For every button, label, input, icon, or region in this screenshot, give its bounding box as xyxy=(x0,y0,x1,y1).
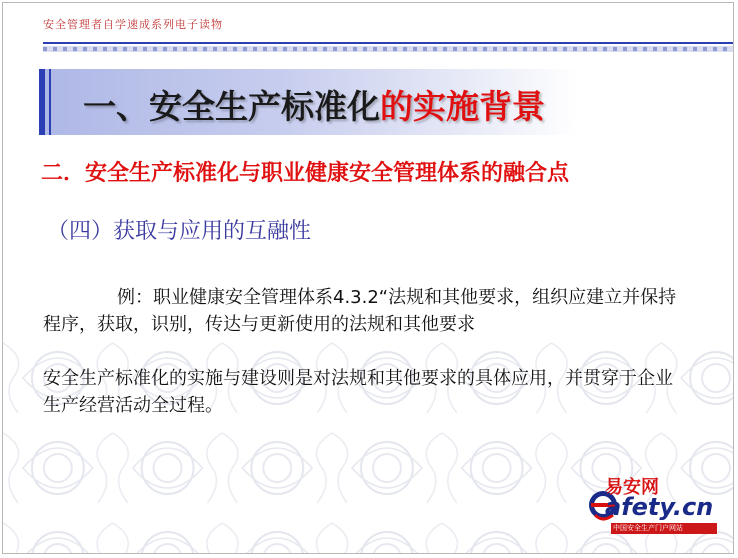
title-accent-bar xyxy=(39,69,45,135)
example-paragraph: 例：职业健康安全管理体系4.3.2“法规和其他要求，组织应建立并保持程序，获取，识别，传达与更新使用的法规和其他要求 xyxy=(43,287,677,335)
logo-chinese-text: 易安网 xyxy=(605,477,659,498)
application-paragraph: 安全生产标准化的实施与建设则是对法规和其他要求的具体应用，并贯穿于企业生产经营活动全过程。 xyxy=(43,368,673,416)
page-title-highlight: 的实施背景 xyxy=(380,87,545,126)
section-heading: 二．安全生产标准化与职业健康安全管理体系的融合点 xyxy=(41,161,570,186)
title-accent-line xyxy=(49,69,51,135)
header-decorative-stripe xyxy=(43,39,733,55)
page-title-prefix: 一、安全生产标准化 xyxy=(83,87,380,126)
logo-domain-text: afety.cn xyxy=(605,493,714,521)
section-subheading: （四）获取与应用的互融性 xyxy=(47,219,312,244)
slide xyxy=(2,2,734,554)
logo-tagline: 中国安全生产门户网站 xyxy=(613,524,683,532)
page-title xyxy=(83,81,545,128)
series-label: 安全管理者自学速成系列电子读物 xyxy=(43,18,223,31)
